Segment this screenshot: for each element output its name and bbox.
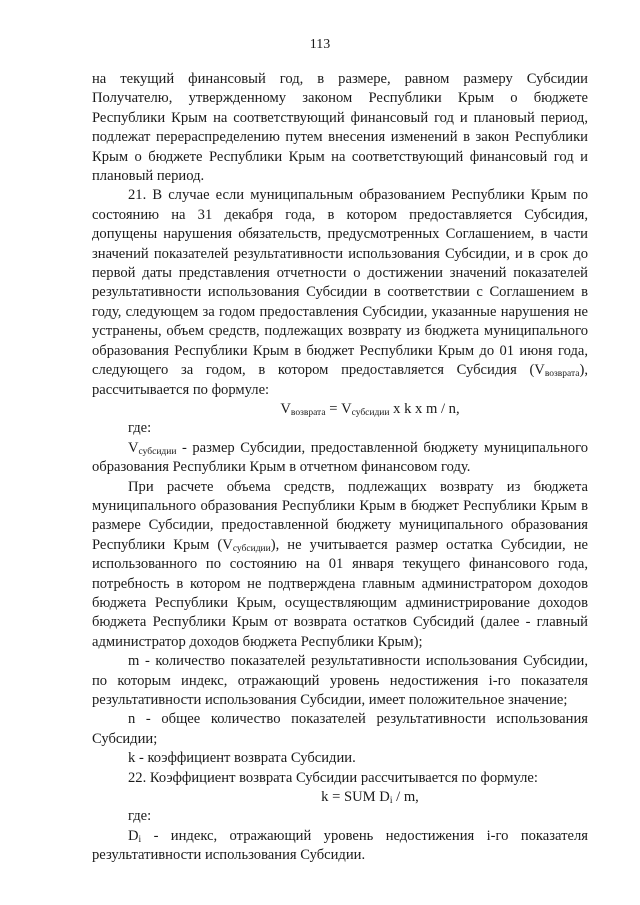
subscript-subsidii-2: субсидии — [232, 543, 271, 554]
document-body — [92, 70, 588, 866]
where-label-2: где: — [128, 808, 152, 825]
subscript-subsidii: субсидии — [138, 446, 177, 457]
paragraph-calculation-text: При расчете объема средств, подлежащих возврату из бюджета муниципального образования Республики Крым в бюджет Республики Крым в размере Субсидии, предоставленной бюджету муниципального образования Республики Крым (V — [92, 478, 588, 553]
formula2-main: k = SUM D — [321, 789, 390, 806]
page-number: 113 — [309, 37, 331, 52]
paragraph-21-text: 21. В случае если муниципальным образованием Республики Крым по состоянию на 31 декабря года, в котором предоставляется Субсидия, допущены нарушения обязательств, предусмотренных Соглашением, в части значений показателей результативности использования Субсидии, и в срок до первой даты представления отчетности о достижении значений показателей результативности использования Субсидии в соответствии с Соглашением в году, следующем за годом предоставления Субсидии, указанные нарушения не устранены, объем средств, подлежащих возврату из бюджета муниципального образования Республики Крым в бюджет Республики Крым до 01 июня года, следующего за годом, в котором предоставляется Субсидия (V — [92, 187, 588, 379]
subscript-i: i — [138, 834, 142, 845]
paragraph-m: m - количество показателей результативности использования Субсидии, по которым индекс, отражающий уровень недостижения i-го показателя результативности использования Субсидии, имеет положительное значение; — [92, 653, 588, 708]
paragraph-calculation-tail: ), не учитывается размер остатка Субсидии, не использованного по состоянию на 01 января текущего финансового года, потребность в котором не подтверждена главным администратором доходов бюджета Республики Крым, осуществляющим администрирование доходов бюджета Республики Крым от возврата остатков Субсидий (далее - главный администратор доходов бюджета Республики Крым); — [92, 536, 588, 650]
formula-v: V — [280, 400, 291, 417]
paragraph-calculation — [92, 478, 588, 653]
paragraph-v-subsidii — [92, 439, 588, 478]
paragraph-21 — [92, 186, 588, 399]
formula-coefficient — [92, 788, 588, 807]
formula-return-volume — [92, 400, 588, 419]
paragraph-22: 22. Коэффициент возврата Субсидии рассчитывается по формуле: — [128, 769, 538, 786]
where-label-1: где: — [128, 420, 152, 437]
paragraph-d-index — [92, 827, 588, 866]
paragraph-v-subsidii-text: - размер Субсидии, предоставленной бюджету муниципального образования Республики Крым в отчетном финансовом году. — [92, 439, 588, 476]
formula-sub-subsidii: субсидии — [351, 407, 390, 418]
paragraph-21-tail: ), рассчитывается по формуле: — [92, 362, 588, 398]
paragraph-k: k - коэффициент возврата Субсидии. — [128, 750, 356, 767]
formula-tail: x k x m / n, — [389, 400, 460, 417]
formula2-sub-i: i — [389, 796, 393, 807]
paragraph-d-index-text: - индекс, отражающий уровень недостижения i-го показателя результативности использования Субсидии. — [92, 827, 588, 864]
formula-eq: = V — [325, 400, 352, 417]
symbol-v: V — [128, 439, 139, 456]
paragraph-n: n - общее количество показателей результативности использования Субсидии; — [92, 711, 588, 747]
subscript-vozvrata: возврата — [544, 369, 580, 380]
symbol-d: D — [128, 827, 139, 844]
formula-sub-vozvrata: возврата — [290, 407, 326, 418]
paragraph-continuation: на текущий финансовый год, в размере, равном размеру Субсидии Получателю, утвержденному законом Республики Крым о бюджете Республики Крым на соответствующий финансовый год и плановый период, подлежат перераспределению путем внесения изменений в закон Республики Крым о бюджете Республики Крым на соответствующий финансовый год и плановый период. — [92, 71, 588, 185]
formula2-tail: / m, — [392, 789, 419, 806]
